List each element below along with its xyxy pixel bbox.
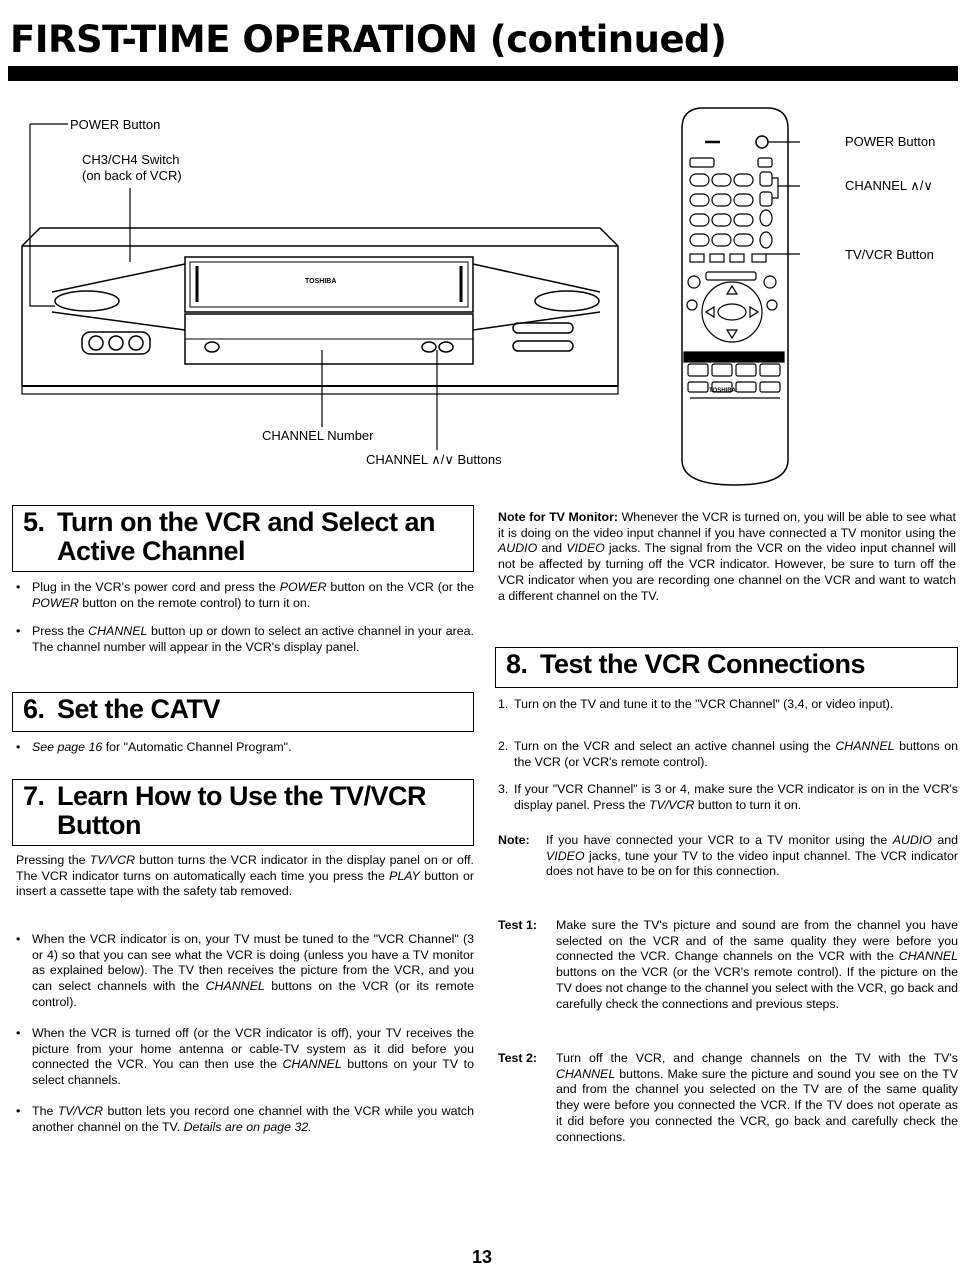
section-7-number: 7. (23, 781, 45, 811)
section-5-title-line1: Turn on the VCR and Select an (57, 507, 436, 537)
section-6-bullet-1: • See page 16 for "Automatic Channel Program". (16, 740, 292, 754)
vcr-channel-buttons-label: CHANNEL ∧/∨ Buttons (366, 452, 502, 467)
note-tv-monitor: Note for TV Monitor: Whenever the VCR is turned on, you will be able to see what it is doing on the video input channel if you have connected a TV monitor using the AUDIO and VIDEO jacks. The signal from the VCR on the video input channel will not be affected by turning off the VCR indicator. However, be sure to turn off the VCR indicator when you are recording one channel on the VCR and want to watch a different channel on the TV. (498, 510, 956, 603)
vcr-switch-label: CH3/CH4 Switch (82, 152, 180, 167)
section-8-number: 8. (506, 649, 528, 679)
remote-channel-label: CHANNEL ∧/∨ (845, 178, 933, 193)
section-8-note: Note: If you have connected your VCR to a TV monitor using the AUDIO and VIDEO jacks, tune your TV to the video input channel. The VCR indicator does not have to be on for this connection. (498, 833, 959, 879)
remote-brand-logo: TOSHIBA (709, 388, 736, 394)
vcr-power-label: POWER Button (70, 117, 161, 132)
page-title: FIRST-TIME OPERATION (continued) (10, 18, 727, 61)
title-rule (8, 66, 958, 81)
section-7-bullet-2: • When the VCR is turned off (or the VCR indicator is off), your TV receives the picture from your home antenna or cable-TV system as it did before you connected the VCR. You can then use the CHANNEL buttons on your TV to select channels. (16, 1026, 475, 1088)
vcr-brand-logo: TOSHIBA (305, 278, 337, 285)
section-6-heading (12, 692, 474, 732)
section-6-title: Set the CATV (57, 694, 221, 724)
section-7-bullet-3: • The TV/VCR button lets you record one channel with the VCR while you watch another channel on the TV. Details are on page 32. (16, 1104, 475, 1134)
section-7-paragraph: Pressing the TV/VCR button turns the VCR indicator in the display panel on or off. The VCR indicator turns on automatically each time you press the PLAY button or insert a cassette tape with the safety tab removed. (16, 853, 475, 899)
section-5-heading (12, 505, 474, 572)
section-8-step-2: 2. Turn on the VCR and select an active channel using the CHANNEL buttons on the VCR (or VCR's remote control). (498, 739, 959, 769)
section-8-test-1: Test 1: Make sure the TV's picture and sound are from the channel you have selected on the VCR and of the same quality they were before you connected the VCR. Change channels on the VCR with the CHANNEL buttons on the VCR (or the VCR's remote control). If the picture on the TV does not change to the channel you select with the VCR, go back and carefully check the connections and previous steps. (498, 918, 958, 1011)
section-8-heading (495, 647, 958, 688)
remote-tvvcr-label: TV/VCR Button (845, 247, 934, 262)
vcr-switch-sublabel: (on back of VCR) (82, 168, 182, 183)
section-5-title-line2: Active Channel (57, 536, 246, 566)
section-7-bullet-1: • When the VCR indicator is on, your TV must be tuned to the "VCR Channel" (3 or 4) so that you can see what the VCR is doing (unless you have a TV monitor as explained below). The TV then receives the picture from the VCR, and you can select channels with the CHANNEL buttons on the VCR (or its remote control). (16, 932, 474, 1009)
section-7-title-line2: Button (57, 810, 141, 840)
section-8-test-2: Test 2: Turn off the VCR, and change channels on the TV with the TV's CHANNEL buttons. Make sure the picture and sound you see on the TV and from the channel you selected on the TV are of the same quality they were before you connected the VCR. If the TV does not operate as it did before you connected the VCR, go back and carefully check the connections. (498, 1051, 958, 1144)
section-5-number: 5. (23, 507, 45, 537)
section-5-bullet-2: • Press the CHANNEL button up or down to select an active channel in your area. The channel number will appear in the VCR's display panel. (16, 624, 474, 654)
section-8-step-3: 3. If your "VCR Channel" is 3 or 4, make sure the VCR indicator is on in the VCR's display panel. Press the TV/VCR button to turn it on. (498, 782, 958, 812)
section-8-step-1: 1. Turn on the TV and tune it to the "VCR Channel" (3,4, or video input). (498, 697, 894, 711)
section-7-heading (12, 779, 474, 846)
section-8-title: Test the VCR Connections (540, 649, 866, 679)
section-5-bullet-1: • Plug in the VCR's power cord and press the POWER button on the VCR (or the POWER button on the remote control) to turn it on. (16, 580, 475, 610)
vcr-channel-number-label: CHANNEL Number (262, 428, 374, 443)
remote-illustration (670, 100, 800, 490)
page-number: 13 (472, 1247, 493, 1267)
section-6-number: 6. (23, 694, 45, 724)
section-7-title-line1: Learn How to Use the TV/VCR (57, 781, 427, 811)
remote-power-label: POWER Button (845, 134, 936, 149)
